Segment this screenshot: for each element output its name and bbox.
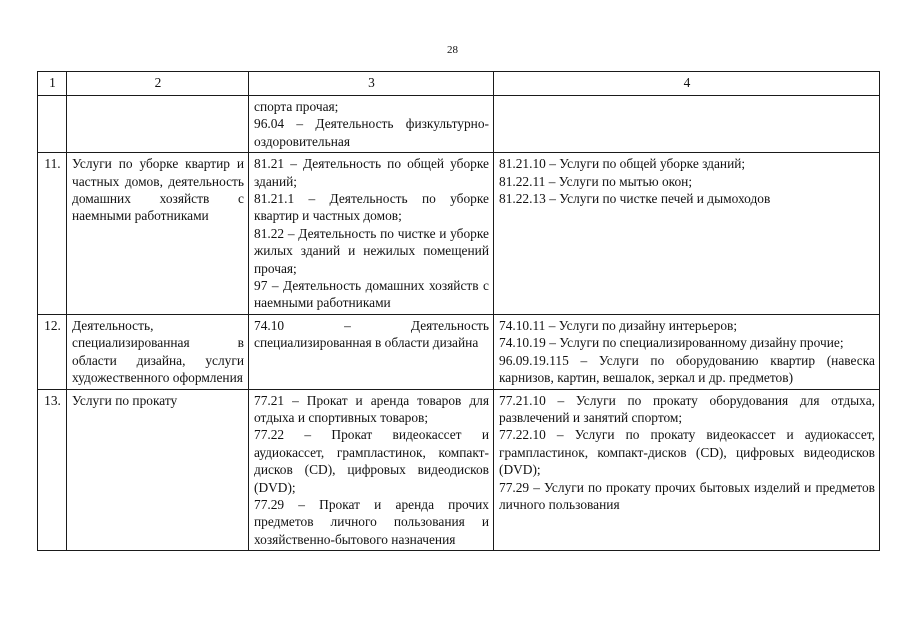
okpd-line: 77.22.10 – Услуги по прокату видеокассет и аудиокассет, грампластинок, компакт-дисков (CD), цифровых видеодисков (DVD); <box>499 427 875 478</box>
table-header-row <box>38 72 880 96</box>
okved-line: 81.22 – Деятельность по чистке и уборке жилых зданий и нежилых помещений прочая; <box>254 225 489 276</box>
continuation-okpd-cell <box>494 96 880 153</box>
okved-line: 81.21.1 – Деятельность по уборке квартир и частных домов; <box>254 191 489 224</box>
page-number: 28 <box>447 44 458 56</box>
service-name: Деятельность, специализированная в области дизайна, услуги художественного оформления <box>67 314 249 389</box>
okved-line: спорта прочая; <box>254 99 339 114</box>
okved-line: 77.29 – Прокат и аренда прочих предметов личного пользования и хозяйственно-бытового назначения <box>254 496 489 547</box>
header-col-2: 2 <box>67 72 249 96</box>
okpd-line: 77.21.10 – Услуги по прокату оборудования для отдыха, развлечений и занятий спортом; <box>499 392 875 425</box>
okved-cell <box>249 389 494 551</box>
okpd-cell <box>494 389 880 551</box>
okpd-cell <box>494 153 880 315</box>
okved-line: 77.21 – Прокат и аренда товаров для отдыха и спортивных товаров; <box>254 392 489 425</box>
table-row <box>38 153 880 315</box>
row-number: 12. <box>38 314 67 389</box>
okved-cell <box>249 153 494 315</box>
row-number: 11. <box>38 153 67 315</box>
table-row <box>38 314 880 389</box>
continuation-num-cell <box>38 96 67 153</box>
header-col-3: 3 <box>249 72 494 96</box>
table-row <box>38 389 880 551</box>
header-col-4: 4 <box>494 72 880 96</box>
service-name: Услуги по прокату <box>67 389 249 551</box>
okved-line: 77.22 – Прокат видеокассет и аудиокассет, грампластинок, компакт-дисков (CD), цифровых видеодисков (DVD); <box>254 427 489 495</box>
continuation-row <box>38 96 880 153</box>
okpd-line: 81.22.11 – Услуги по мытью окон; <box>499 173 693 189</box>
okpd-line: 96.09.19.115 – Услуги по оборудованию квартир (навеска карнизов, картин, вешалок, зеркал и др. предметов) <box>499 352 875 386</box>
okved-cell <box>249 314 494 389</box>
okpd-line: 77.29 – Услуги по прокату прочих бытовых изделий и предметов личного пользования <box>499 479 875 512</box>
okpd-line: 81.21.10 – Услуги по общей уборке зданий; <box>499 156 746 172</box>
continuation-service-cell <box>67 96 249 153</box>
header-col-1: 1 <box>38 72 67 96</box>
okved-line: 81.21 – Деятельность по общей уборке зданий; <box>254 156 489 189</box>
services-table <box>37 71 880 551</box>
okpd-cell <box>494 314 880 389</box>
okpd-line: 74.10.11 – Услуги по дизайну интерьеров; <box>499 317 738 333</box>
continuation-okved-cell <box>249 96 494 153</box>
okved-line: 97 – Деятельность домашних хозяйств с наемными работниками <box>254 278 489 311</box>
okpd-line: 81.22.13 – Услуги по чистке печей и дымоходов <box>499 191 771 207</box>
row-number: 13. <box>38 389 67 551</box>
okved-line: 74.10 – Деятельность специализированная в области дизайна <box>254 317 489 351</box>
okpd-line: 74.10.19 – Услуги по специализированному дизайну прочие; <box>499 335 844 351</box>
okved-line: 96.04 – Деятельность физкультурно-оздоровительная <box>254 116 489 149</box>
service-name: Услуги по уборке квартир и частных домов, деятельность домашних хозяйств с наемными работниками <box>67 153 249 315</box>
